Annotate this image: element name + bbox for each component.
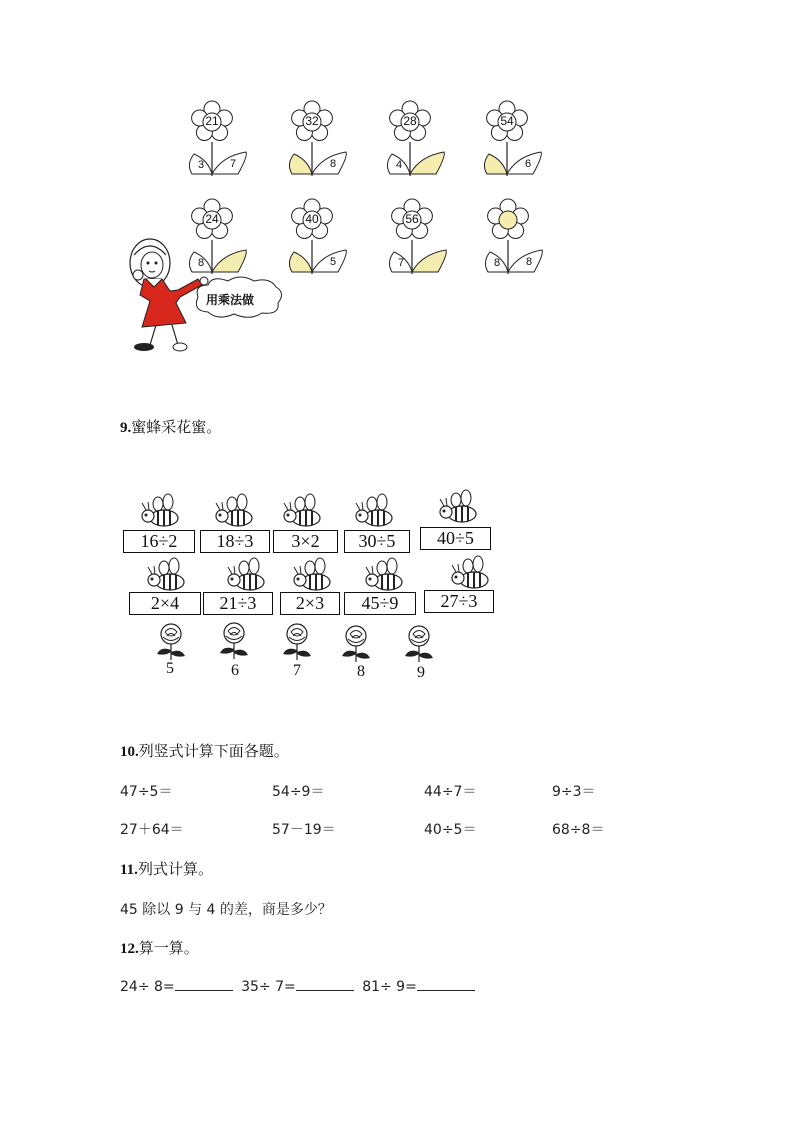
q12-item-2: 35÷ 7= <box>241 979 296 995</box>
q12-number: 12. <box>120 941 139 957</box>
bee-icon <box>216 494 252 526</box>
q9-heading <box>120 416 221 437</box>
flower-7-center-number: 56 <box>405 212 419 226</box>
flower-6-right-number: 5 <box>329 256 337 268</box>
q10-item-8: 68÷8＝ <box>552 822 605 838</box>
q10-item-3: 44÷7＝ <box>424 784 477 800</box>
rose-flower-icon <box>157 624 185 660</box>
rose-flower-icon <box>342 626 370 662</box>
flower-4-left-leaf <box>484 154 507 174</box>
flower-7-right-leaf <box>412 250 446 272</box>
q12-item-1: 24÷ 8= <box>120 979 175 995</box>
bee-expr-2-1: 2×4 <box>129 592 201 615</box>
flower-answer-5: 9 <box>417 664 425 681</box>
girl-bubble-text: 用乘法做 <box>206 293 255 307</box>
q10-item-4: 9÷3＝ <box>552 784 596 800</box>
flower-2-center-number: 32 <box>305 114 319 128</box>
q11-number: 11. <box>120 862 138 878</box>
flower-3-center-number: 28 <box>403 114 417 128</box>
flower-1-left-number: 3 <box>197 159 205 171</box>
bee-expr-2-5: 27÷3 <box>424 590 494 613</box>
flower-7-left-number: 7 <box>397 257 405 269</box>
bee-icon <box>440 490 476 522</box>
q12-item-3: 81÷ 9= <box>362 979 417 995</box>
answer-blank-3[interactable] <box>417 978 475 991</box>
flower-2-right-number: 8 <box>329 158 337 170</box>
flower-8-left-number: 8 <box>493 257 501 269</box>
flower-8-right-number: 8 <box>525 256 533 268</box>
flower-3-left-number: 4 <box>395 159 403 171</box>
flower-answer-1: 5 <box>166 660 174 677</box>
bee-expr-2-3: 2×3 <box>280 592 340 615</box>
q11-question: 45 除以 9 与 4 的差，商是多少？ <box>120 902 332 918</box>
flower-5-center-number: 24 <box>205 212 219 226</box>
q11-title: 列式计算。 <box>137 860 213 878</box>
q10-title: 列竖式计算下面各题。 <box>138 742 289 760</box>
bee-scene <box>0 480 793 700</box>
bee-icon <box>294 558 330 590</box>
flower-6-left-leaf <box>289 252 312 272</box>
q10-heading <box>120 740 289 761</box>
q10-number: 10. <box>120 744 139 760</box>
bee-expr-1-3: 3×2 <box>273 530 338 553</box>
q10-item-6: 57－19＝ <box>272 822 336 838</box>
flower-answer-4: 8 <box>357 663 365 680</box>
flower-grid <box>0 0 793 380</box>
flower-4-right-number: 6 <box>524 158 532 170</box>
flower-answer-2: 6 <box>231 662 239 679</box>
q12-row <box>120 978 479 995</box>
flower-1-right-number: 7 <box>229 158 237 170</box>
flower-1-center-number: 21 <box>205 114 219 128</box>
bee-expr-1-4: 30÷5 <box>344 530 410 553</box>
q12-heading <box>120 937 199 958</box>
q9-title: 蜜蜂采花蜜。 <box>131 418 222 436</box>
rose-flower-icon <box>283 624 311 660</box>
bee-expr-1-1: 16÷2 <box>123 530 195 553</box>
bee-icon <box>366 558 402 590</box>
q10-item-2: 54÷9＝ <box>272 784 325 800</box>
rose-flower-icon <box>405 626 433 662</box>
q10-item-1: 47÷5＝ <box>120 784 173 800</box>
flower-4-center-number: 54 <box>500 114 514 128</box>
bee-expr-1-2: 18÷3 <box>200 530 270 553</box>
flower-3-right-leaf <box>410 152 444 174</box>
bee-expr-2-4: 45÷9 <box>344 592 416 615</box>
q9-number: 9. <box>120 420 132 436</box>
bee-icon <box>356 494 392 526</box>
bee-icon <box>142 494 178 526</box>
flower-2-left-leaf <box>289 154 312 174</box>
answer-blank-1[interactable] <box>175 978 233 991</box>
flower-5-left-number: 8 <box>197 257 205 269</box>
flower-6-center-number: 40 <box>305 212 319 226</box>
bee-icon <box>228 558 264 590</box>
q12-title: 算一算。 <box>138 939 199 957</box>
girl-illustration <box>120 235 290 360</box>
q10-item-7: 40÷5＝ <box>424 822 477 838</box>
bee-icon <box>452 556 488 588</box>
answer-blank-2[interactable] <box>296 978 354 991</box>
q11-heading <box>120 858 213 879</box>
bee-expr-1-5: 40÷5 <box>420 527 491 550</box>
flower-answer-3: 7 <box>293 662 301 679</box>
q10-item-5: 27＋64＝ <box>120 822 184 838</box>
bee-icon <box>148 558 184 590</box>
bee-expr-2-2: 21÷3 <box>203 592 273 615</box>
rose-flower-icon <box>220 623 248 659</box>
bee-icon <box>284 494 320 526</box>
